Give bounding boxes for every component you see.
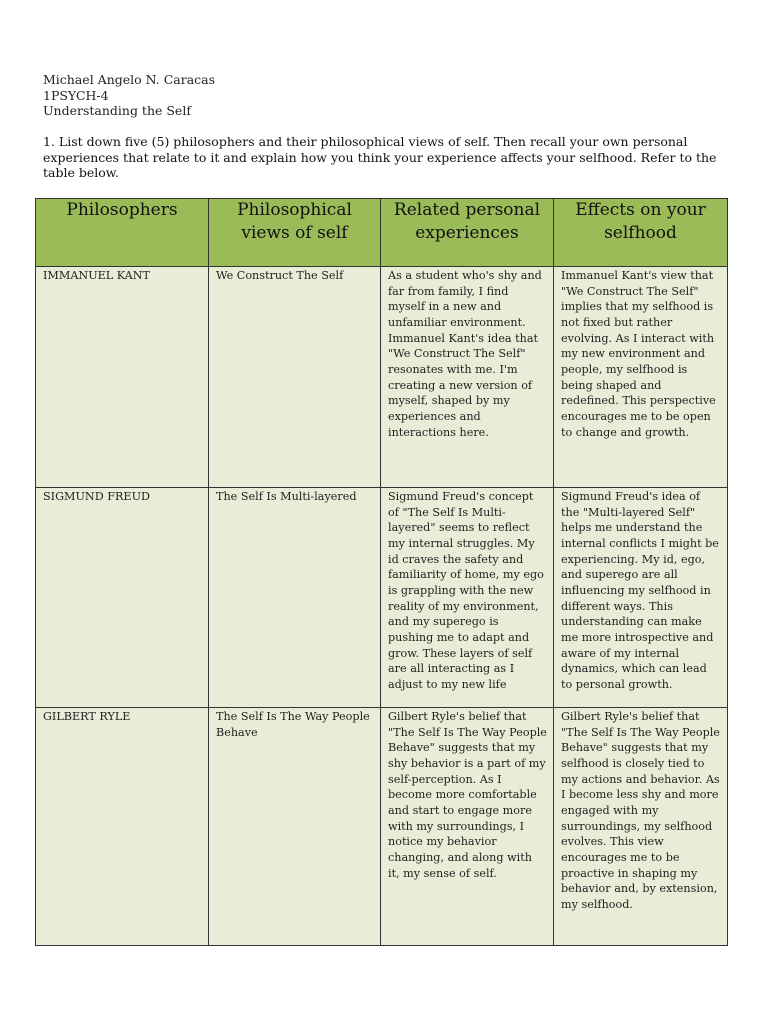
philosophers-table: [35, 198, 728, 946]
view-cell: The Self Is Multi-layered: [209, 488, 381, 708]
effect-cell: Sigmund Freud's idea of the "Multi-layered Self" helps me understand the internal conflicts I might be experiencing. My id, ego, and superego are all influencing my selfhood in different ways. This understanding can make me more introspective and aware of my internal dynamics, which can lead to personal growth.: [554, 488, 728, 708]
effect-cell: Immanuel Kant's view that "We Construct The Self" implies that my selfhood is not fixed but rather evolving. As I interact with my new environment and people, my selfhood is being shaped and redefined. This perspective encourages me to be open to change and growth.: [554, 267, 728, 488]
student-header: [43, 72, 215, 119]
effect-cell: Gilbert Ryle's belief that "The Self Is The Way People Behave" suggests that my selfhood is closely tied to my actions and behavior. As I become less shy and more engaged with my surroundings, my selfhood evolves. This view encourages me to be proactive in shaping my behavior and, by extension, my selfhood.: [554, 708, 728, 946]
table-header-row: [36, 199, 728, 267]
experience-cell: As a student who's shy and far from family, I find myself in a new and unfamiliar environment. Immanuel Kant's idea that "We Construct The Self" resonates with me. I'm creating a new version of myself, shaped by my experiences and interactions here.: [381, 267, 554, 488]
philosopher-cell: GILBERT RYLE: [36, 708, 209, 946]
table-row: [36, 708, 728, 946]
column-header-views: Philosophical views of self: [209, 199, 381, 267]
column-header-experiences: Related personal experiences: [381, 199, 554, 267]
experience-cell: Gilbert Ryle's belief that "The Self Is The Way People Behave" suggests that my shy behavior is a part of my self-perception. As I become more comfortable and start to engage more with my surroundings, I notice my behavior changing, and along with it, my sense of self.: [381, 708, 554, 946]
view-cell: We Construct The Self: [209, 267, 381, 488]
philosopher-cell: SIGMUND FREUD: [36, 488, 209, 708]
course-title: Understanding the Self: [43, 103, 191, 118]
column-header-effects: Effects on your selfhood: [554, 199, 728, 267]
question-prompt: 1. List down five (5) philosophers and their philosophical views of self. Then recall your own personal experiences that relate to it and explain how you think your experience affects your selfhood. Refer to the table below.: [43, 134, 717, 181]
student-name: Michael Angelo N. Caracas: [43, 72, 216, 87]
student-section: 1PSYCH-4: [43, 87, 109, 103]
column-header-philosophers: Philosophers: [36, 199, 209, 267]
philosopher-cell: IMMANUEL KANT: [36, 267, 209, 488]
experience-cell: Sigmund Freud's concept of "The Self Is Multi-layered" seems to reflect my internal struggles. My id craves the safety and familiarity of home, my ego is grappling with the new reality of my environment, and my superego is pushing me to adapt and grow. These layers of self are all interacting as I adjust to my new life: [381, 488, 554, 708]
table-row: [36, 267, 728, 488]
view-cell: The Self Is The Way People Behave: [209, 708, 381, 946]
table-row: [36, 488, 728, 708]
